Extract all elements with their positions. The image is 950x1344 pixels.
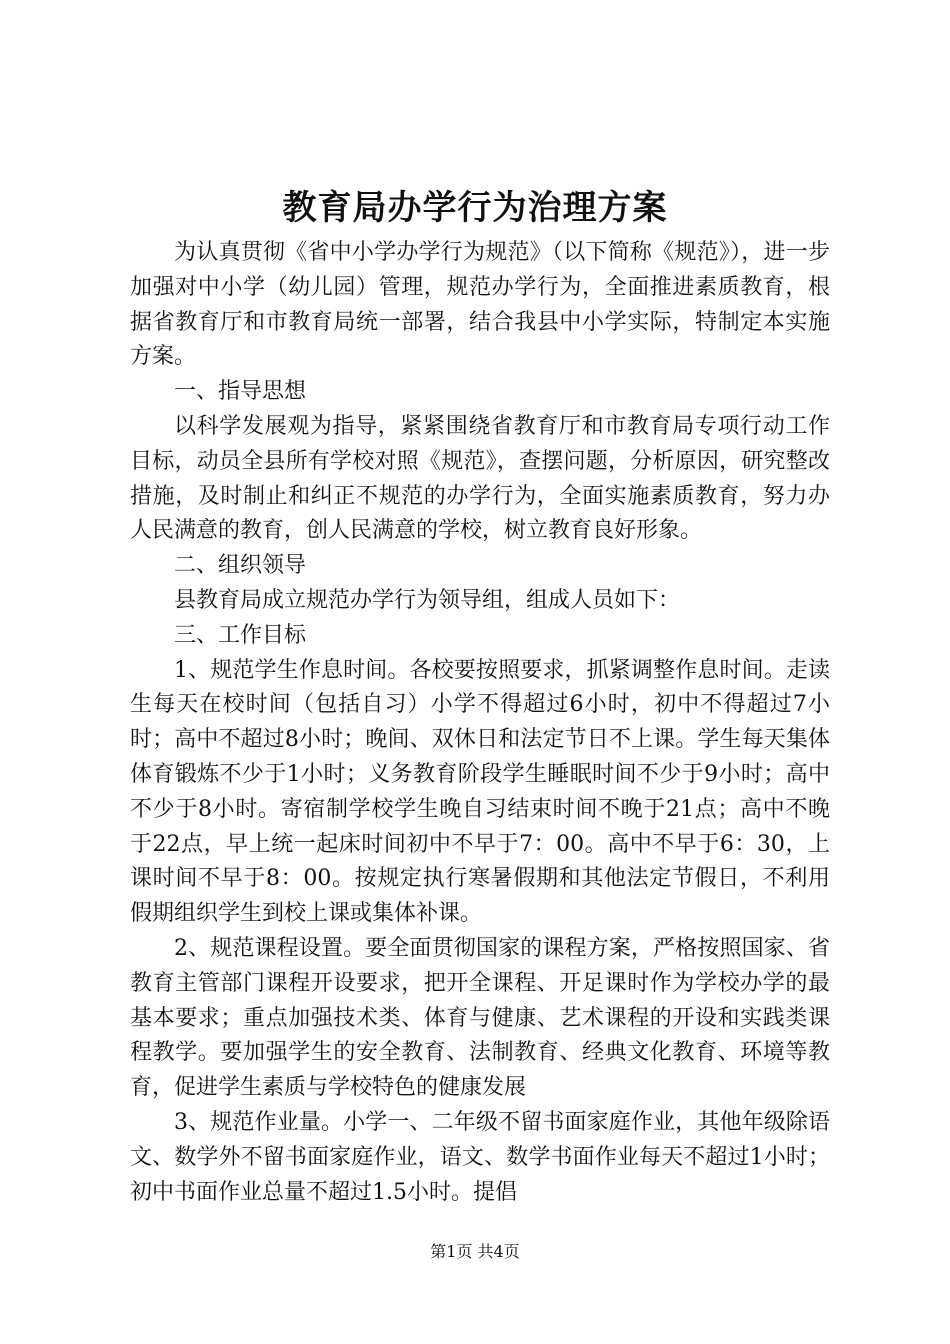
goal-homework-paragraph: 3、规范作业量。小学一、二年级不留书面家庭作业，其他年级除语文、数学外不留书面家庭作业，语文、数学书面作业每天不超过1小时；初中书面作业总量不超过1.5小时。提倡: [130, 1109, 830, 1205]
document-body: [130, 236, 830, 1210]
guiding-ideology-paragraph: 以科学发展观为指导，紧紧围绕省教育厅和市教育局专项行动工作目标，动员全县所有学校对照《规范》，查摆问题，分析原因，研究整改措施，及时制止和纠正不规范的办学行为，全面实施素质教育，努力办人民满意的教育，创人民满意的学校，树立教育良好形象。: [130, 413, 830, 544]
goal-curriculum-paragraph: 2、规范课程设置。要全面贯彻国家的课程方案，严格按照国家、省教育主管部门课程开设要求，把开全课程、开足课时作为学校办学的最基本要求；重点加强技术类、体育与健康、艺术课程的开设和实践类课程教学。要加强学生的安全教育、法制教育、经典文化教育、环境等教育，促进学生素质与学校特色的健康发展: [130, 935, 830, 1101]
section-heading-guiding-ideology: 一、指导思想: [174, 379, 307, 405]
section-heading-organization: 二、组织领导: [174, 553, 307, 579]
intro-paragraph: 为认真贯彻《省中小学办学行为规范》（以下简称《规范》），进一步加强对中小学（幼儿园）管理，规范办学行为，全面推进素质教育，根据省教育厅和市教育局统一部署，结合我县中小学实际，特制定本实施方案。: [130, 240, 830, 370]
page-footer: 第1页 共4页: [430, 1242, 520, 1261]
goal-schedule-paragraph: 1、规范学生作息时间。各校要按照要求，抓紧调整作息时间。走读生每天在校时间（包括自习）小学不得超过6小时，初中不得超过7小时；高中不超过8小时；晚间、双休日和法定节日不上课。学生每天集体体育锻炼不少于1小时；义务教育阶段学生睡眠时间不少于9小时；高中不少于8小时。寄宿制学校学生晚自习结束时间不晚于21点；高中不晚于22点，早上统一起床时间初中不早于7：00。高中不早于6：30，上课时间不早于8：00。按规定执行寒暑假期和其他法定节假日，不利用假期组织学生到校上课或集体补课。: [130, 657, 830, 927]
section-heading-work-goals: 三、工作目标: [174, 622, 307, 648]
organization-paragraph: 县教育局成立规范办学行为领导组，组成人员如下：: [174, 587, 681, 613]
document-title: 教育局办学行为治理方案: [282, 188, 668, 228]
